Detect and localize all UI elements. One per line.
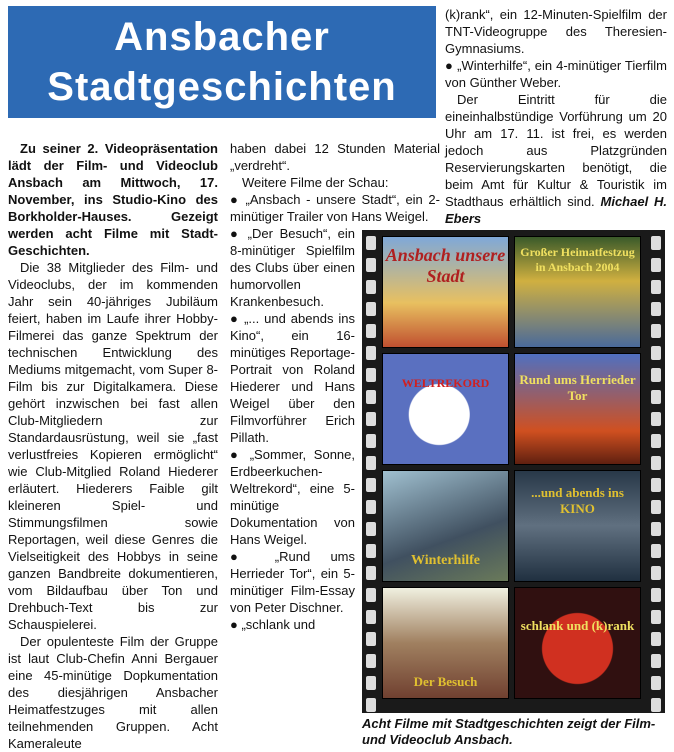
film-sprocket-hole — [366, 610, 376, 624]
paragraph-text: Der Eintritt für die eineinhalbstündige Vorführung um 20 Uhr am 17. 11. ist frei, es werden jedoch aus Platzgründen Reservierungskarten benötigt, die beim Amt für Kultur & Touristik im Stadthaus erhältlich sind. — [445, 92, 667, 209]
film-frame-weltrekord — [382, 353, 509, 465]
film-list-text: „Winterhilfe“, ein 4-minütiger Tierfilm von Günther Weber. — [445, 58, 667, 90]
film-sprocket-hole — [366, 544, 376, 558]
film-list-item — [230, 310, 355, 446]
film-sprocket-hole — [651, 368, 661, 382]
film-sprocket-hole — [366, 566, 376, 580]
paragraph: Die 38 Mitglieder des Film- und Videoclubs, der im kommenden Jahr sein 40-jähriges Jubiläum feiert, haben im Laufe ihrer Hobby-Filmerei das ganze Spektrum der technischen Entwicklung des Mediums mitgemacht, vom Super 8-Film bis zur Digitalkamera. Diese gehört inzwischen bei fast allen Club-Mitgliedern zur Standardausrüstung, weil sie „fast verlustfreies Kopieren ermöglicht“ wie Club-Mitglied Roland Hiederer erläutert. Hiederers Faible gilt kleineren Spiel- und Stimmungsfilmen sowie Reportagen, weil diese Genres die Vielseitigkeit des Hobbys in seine ganzen Bandbreite dokumentieren, vom Bildaufbau über Ton und Drehbuch-Text bis zur Schauspielerei. — [8, 260, 218, 632]
film-list-text: „Der Besuch“, ein 8-minütiger Spielfilm des Clubs über einen humorvollen Krankenbesuch. — [230, 226, 355, 309]
film-list-item — [230, 616, 355, 633]
article-column-1 — [8, 140, 218, 752]
film-sprocket-hole — [366, 632, 376, 646]
film-list-item — [230, 225, 355, 310]
film-sprocket-hole — [366, 588, 376, 602]
film-sprocket-hole — [366, 698, 376, 712]
paragraph: Weitere Filme der Schau: — [242, 175, 389, 190]
film-sprocket-hole — [366, 236, 376, 250]
author-signature: Michael H. Ebers — [445, 194, 667, 226]
film-sprocket-hole — [651, 324, 661, 338]
film-sprocket-hole — [651, 632, 661, 646]
film-sprocket-hole — [651, 522, 661, 536]
frame-label: Der Besuch — [413, 674, 478, 689]
film-list-item — [445, 57, 667, 91]
film-sprocket-hole — [366, 522, 376, 536]
headline-line-1: Ansbacher — [114, 15, 330, 59]
film-sprocket-hole — [366, 500, 376, 514]
film-sprocket-hole — [366, 676, 376, 690]
frame-label: WELTREKORD — [401, 376, 490, 390]
film-sprocket-hole — [651, 698, 661, 712]
film-sprocket-hole — [366, 478, 376, 492]
film-sprocket-hole — [651, 676, 661, 690]
film-sprocket-hole — [651, 544, 661, 558]
film-list-text: „... und abends ins Kino“, ein 16-minütiges Reportage-Portrait von Roland Hiederer und Hans Weigel über den Filmvorführer Erich Pillath. — [230, 311, 355, 445]
frame-label: Winterhilfe — [411, 553, 480, 568]
paragraph: (k)rank“, ein 12-Minuten-Spielfilm der TNT-Videogruppe des Theresien-Gymnasiums. — [445, 7, 667, 56]
film-sprocket-hole — [366, 280, 376, 294]
film-list-text: „Ansbach - unsere Stadt“, ein 2-minütiger Trailer von Hans Weigel. — [230, 192, 440, 224]
film-frame-kino — [514, 470, 641, 582]
film-sprocket-hole — [366, 368, 376, 382]
lead-paragraph: Zu seiner 2. Videopräsentation lädt der Film- und Videoclub Ansbach am Mittwoch, 17. November, ins Studio-Kino des Borkholder-Hauses. Gezeigt werden acht Filme mit Stadt-Geschichten. — [8, 141, 218, 258]
film-sprocket-hole — [366, 324, 376, 338]
film-sprocket-hole — [651, 478, 661, 492]
photo-caption: Acht Filme mit Stadtgeschichten zeigt der Film- und Videoclub Ansbach. — [362, 716, 656, 747]
paragraph — [445, 91, 667, 227]
film-sprocket-hole — [651, 280, 661, 294]
headline-box — [8, 6, 436, 118]
film-list-text: „Rund ums Herrieder Tor“, ein 5-minütiger Film-Essay von Peter Dischner. — [230, 549, 356, 615]
film-list-item — [230, 548, 355, 616]
film-sprocket-hole — [366, 390, 376, 404]
frame-label: Ansbach unsere Stadt — [385, 245, 506, 286]
film-frame-ansbach — [382, 236, 509, 348]
paragraph: haben dabei 12 Stunden Material „verdreht“. — [230, 141, 440, 173]
film-sprocket-hole — [651, 390, 661, 404]
film-sprocket-hole — [366, 434, 376, 448]
film-sprocket-hole — [651, 500, 661, 514]
film-frame-schlank — [514, 587, 641, 699]
film-sprocket-hole — [651, 258, 661, 272]
film-strip-photo — [362, 230, 665, 713]
article-column-3 — [445, 6, 667, 227]
film-sprocket-hole — [651, 566, 661, 580]
paragraph: Der opulenteste Film der Gruppe ist laut Club-Chefin Anni Bergauer eine 45-minütige Dopkumentation des diesjährigen Ansbacher Heimatfestzuges mit allen teilnehmenden Gruppen. Acht Kameraleute — [8, 634, 218, 751]
frame-label: Großer Heimatfestzug in Ansbach 2004 — [520, 245, 635, 274]
film-frame-winterhilfe — [382, 470, 509, 582]
film-frame-besuch — [382, 587, 509, 699]
film-sprocket-hole — [651, 456, 661, 470]
film-frame-herrieder-tor — [514, 353, 641, 465]
film-sprocket-hole — [366, 302, 376, 316]
film-sprocket-hole — [651, 302, 661, 316]
film-sprocket-hole — [366, 654, 376, 668]
frame-label: schlank und (k)rank — [520, 618, 635, 633]
film-list-item — [230, 191, 440, 225]
film-frame-heimatfestzug — [514, 236, 641, 348]
film-list-item — [230, 446, 355, 548]
film-list-text: „Sommer, Sonne, Erdbeerkuchen-Weltrekord“, eine 5-minütige Dokumentation von Hans Weigel. — [230, 447, 355, 547]
film-sprocket-hole — [366, 456, 376, 470]
film-sprocket-hole — [651, 654, 661, 668]
headline-line-2: Stadtgeschichten — [47, 65, 397, 109]
film-sprocket-hole — [651, 236, 661, 250]
frame-label: Rund ums Herrieder Tor — [519, 372, 636, 403]
film-sprocket-hole — [366, 258, 376, 272]
frame-label: ...und abends ins KINO — [531, 485, 624, 516]
film-sprocket-hole — [651, 588, 661, 602]
film-sprocket-hole — [366, 412, 376, 426]
film-sprocket-hole — [651, 610, 661, 624]
film-sprocket-hole — [651, 434, 661, 448]
film-sprocket-hole — [366, 346, 376, 360]
film-sprocket-hole — [651, 412, 661, 426]
film-sprocket-hole — [651, 346, 661, 360]
film-list-text: „schlank und — [241, 617, 316, 632]
